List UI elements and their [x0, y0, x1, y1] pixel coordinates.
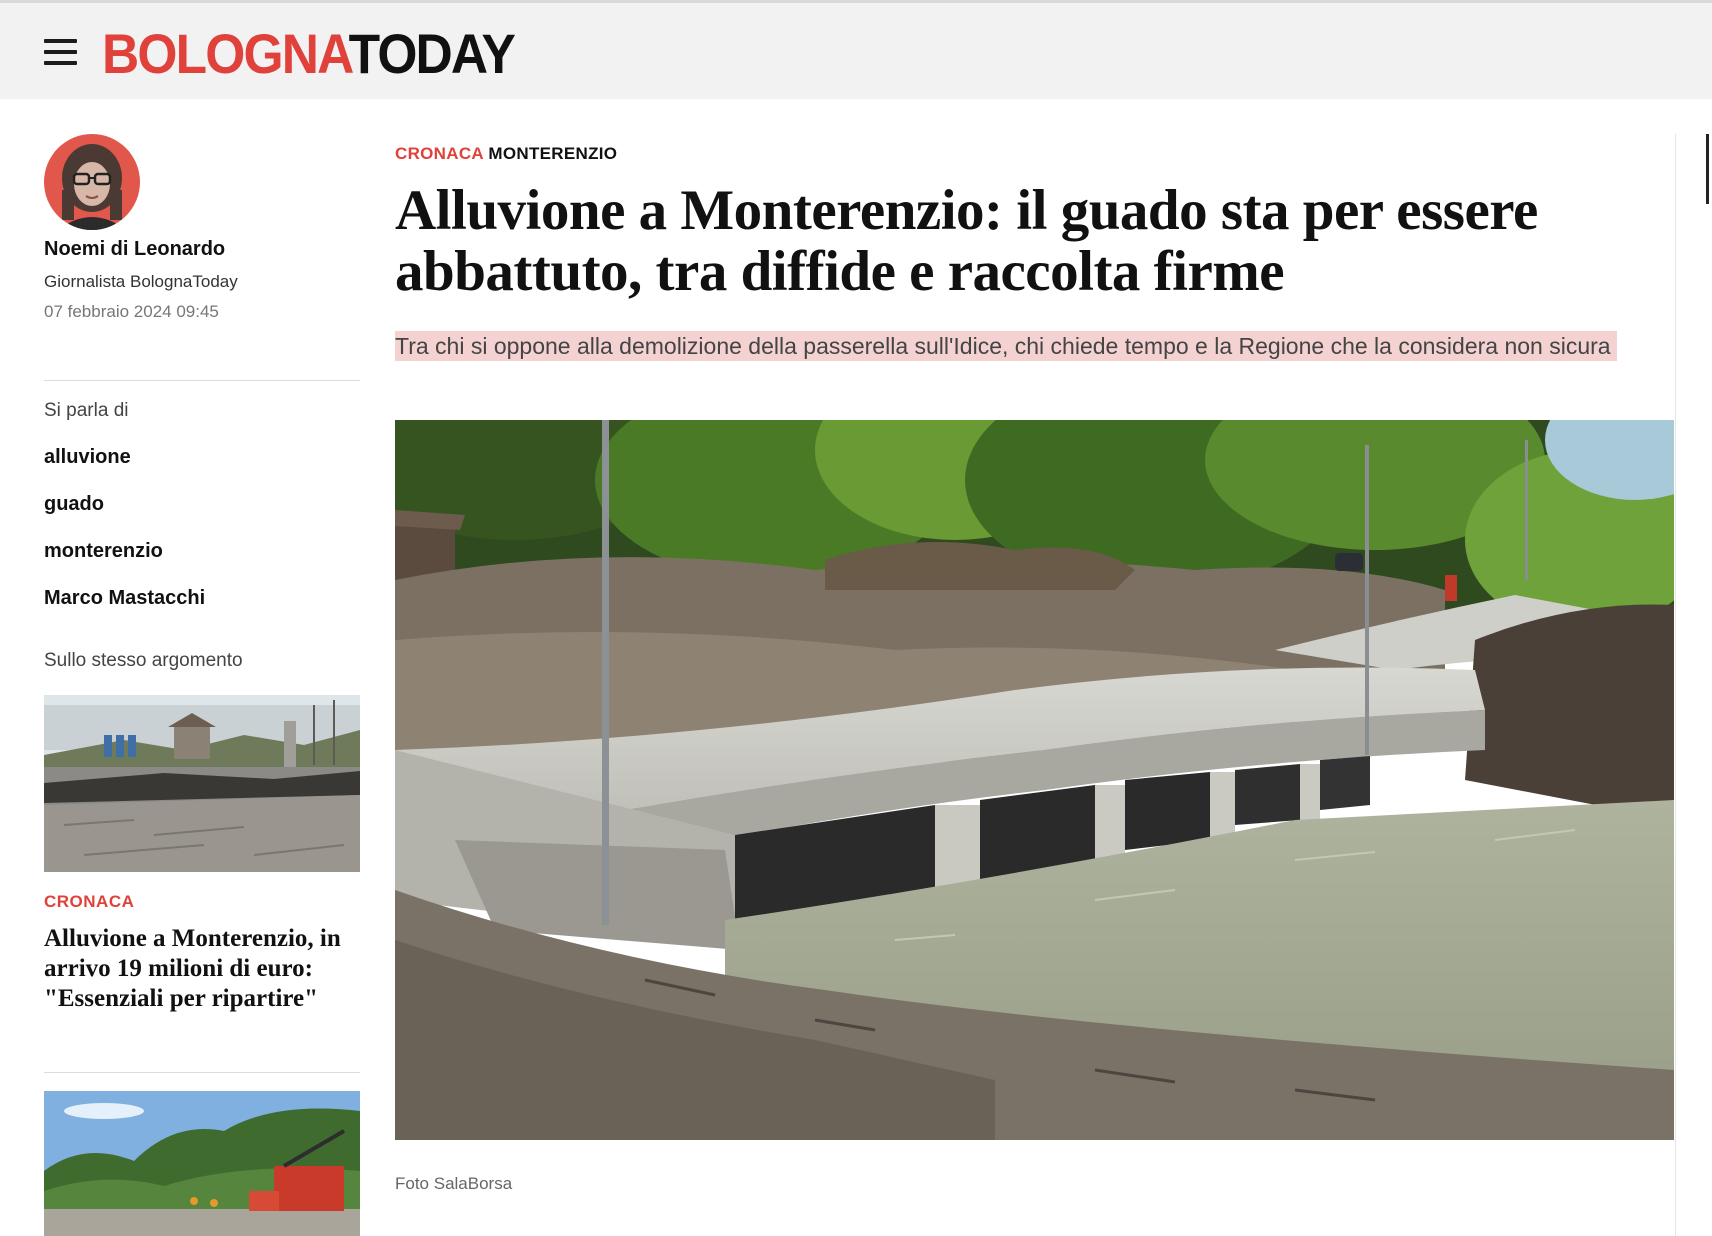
related-category[interactable]: CRONACA [44, 892, 135, 911]
publish-date: 07 febbraio 2024 09:45 [44, 302, 219, 321]
tag-link[interactable]: guado [44, 493, 104, 515]
tag-link[interactable]: alluvione [44, 446, 131, 468]
site-header [0, 3, 1712, 99]
related-article-image[interactable] [44, 1091, 360, 1236]
hamburger-icon[interactable] [44, 39, 78, 65]
article-photo[interactable] [395, 420, 1674, 1140]
tag-link[interactable]: Marco Mastacchi [44, 587, 206, 609]
article-kicker [395, 144, 617, 164]
divider [44, 1072, 360, 1073]
divider [44, 380, 360, 381]
related-heading: Sullo stesso argomento [44, 650, 243, 671]
article-summary-text: Tra chi si oppone alla demolizione della passerella sull'Idice, chi chiede tempo e la Regione che la considera non sicura [395, 331, 1617, 361]
right-edge-marker [1706, 134, 1709, 204]
photo-caption: Foto SalaBorsa [395, 1174, 513, 1193]
tag-link[interactable]: monterenzio [44, 540, 163, 562]
article-title: Alluvione a Monterenzio: il guado sta per essere abbattuto, tra diffide e raccolta firme [395, 179, 1538, 303]
site-logo[interactable]: BOLOGNATODAY [102, 22, 515, 85]
related-article-image[interactable] [44, 695, 360, 872]
article-category[interactable]: CRONACA [395, 144, 484, 163]
author-role: Giornalista BolognaToday [44, 272, 238, 291]
related-article-title[interactable]: Alluvione a Monterenzio, in arrivo 19 milioni di euro: "Essenziali per ripartire" [44, 925, 341, 1012]
author-avatar[interactable] [44, 134, 140, 230]
right-column-border [1675, 134, 1676, 1236]
article-summary [395, 328, 1635, 364]
article-location[interactable]: MONTERENZIO [488, 144, 618, 163]
author-name[interactable]: Noemi di Leonardo [44, 238, 226, 260]
topics-heading: Si parla di [44, 400, 129, 421]
